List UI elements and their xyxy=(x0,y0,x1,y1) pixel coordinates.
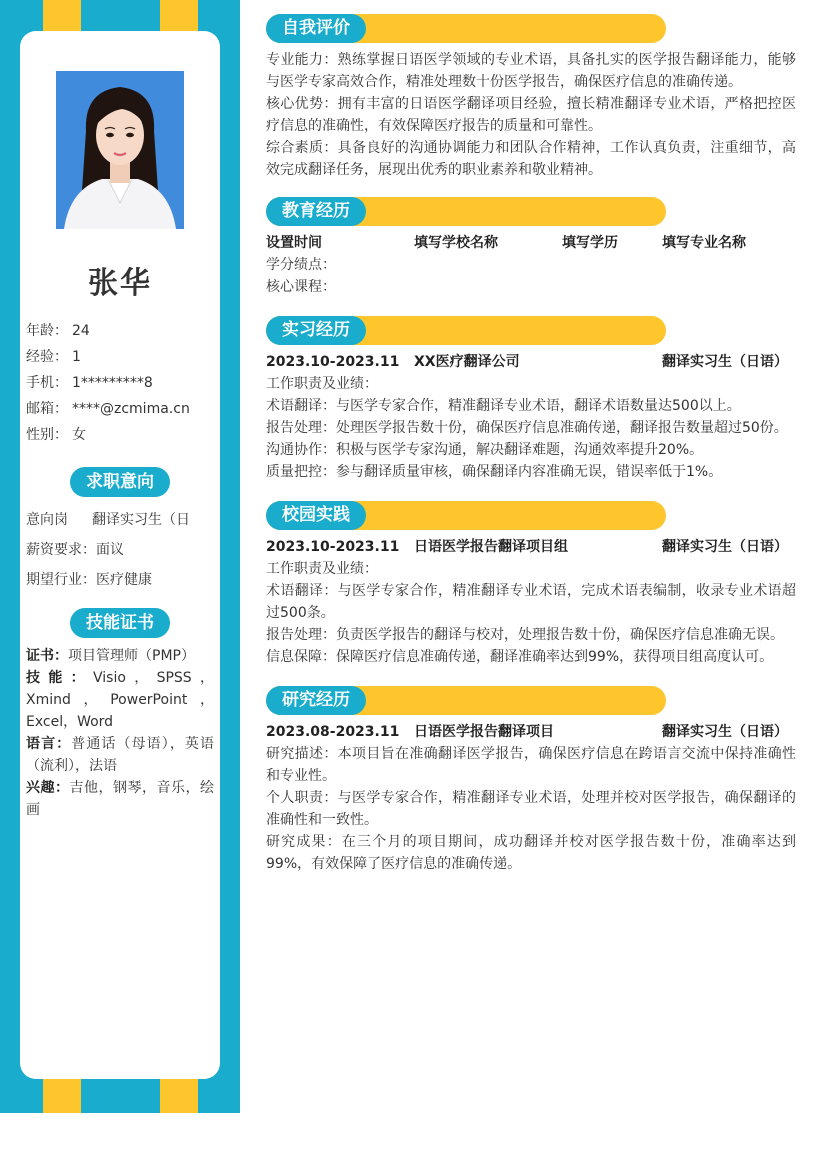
info-row-age xyxy=(26,320,216,346)
research-line: 个人职责：与医学专家合作，精准翻译专业术语，处理并校对医学报告，确保翻译的准确性和一致性。 xyxy=(266,790,796,828)
intent-label: 薪资要求： xyxy=(26,542,96,558)
info-value: ****@zcmima.cn xyxy=(72,401,190,417)
intent-label: 意向岗 xyxy=(26,512,68,528)
section-title: 校园实践 xyxy=(266,501,366,530)
skill-label: 兴趣： xyxy=(26,780,70,796)
skill-label: 证书： xyxy=(26,648,68,664)
basic-info-list xyxy=(26,320,216,450)
info-row-email xyxy=(26,398,216,424)
info-value: 女 xyxy=(72,427,86,443)
campus-line: 报告处理：负责医学报告的翻译与校对，处理报告数十份，确保医疗信息准确无误。 xyxy=(266,627,784,643)
education-entry-header xyxy=(266,232,796,254)
intent-label: 期望行业： xyxy=(26,572,96,588)
info-row-phone xyxy=(26,372,216,398)
info-label: 年龄： xyxy=(26,323,68,339)
section-internship xyxy=(266,316,796,483)
profile-photo xyxy=(56,71,184,229)
intent-value: 医疗健康 xyxy=(96,572,152,588)
education-school: 填写学校名称 xyxy=(414,235,498,251)
skill-value: Visio，SPSS，Xmind，PowerPoint，Excel，Word xyxy=(26,670,215,730)
intent-salary xyxy=(26,538,220,568)
internship-line: 工作职责及业绩： xyxy=(266,376,378,392)
internship-org: XX医疗翻译公司 xyxy=(414,354,520,370)
education-major: 填写专业名称 xyxy=(662,235,746,251)
section-title: 实习经历 xyxy=(266,316,366,345)
info-row-experience xyxy=(26,346,216,372)
section-header xyxy=(266,686,796,715)
campus-line: 信息保障：保障医疗信息准确传递，翻译准确率达到99%，获得项目组高度认可。 xyxy=(266,649,774,665)
section-header xyxy=(266,501,796,530)
internship-role: 翻译实习生（日语） xyxy=(662,354,788,370)
decor-stripe xyxy=(43,0,81,31)
education-time: 设置时间 xyxy=(266,235,322,251)
intent-value: 面议 xyxy=(96,542,124,558)
self-eval-paragraph: 综合素质：具备良好的沟通协调能力和团队合作精神，工作认真负责，注重细节，高效完成翻译任务，展现出优秀的职业素养和敬业精神。 xyxy=(266,140,796,178)
decor-stripe xyxy=(160,1079,198,1113)
internship-entry-header xyxy=(266,351,796,373)
section-self-evaluation xyxy=(266,14,796,181)
skill-item-tools xyxy=(26,667,214,733)
self-eval-paragraph: 专业能力：熟练掌握日语医学领域的专业术语，具备扎实的医学报告翻译能力，能够与医学专家高效合作，精准处理数十份医学报告，确保医疗信息的准确传递。 xyxy=(266,52,796,90)
skill-item-interests xyxy=(26,777,214,821)
section-heading-intent: 求职意向 xyxy=(70,467,170,497)
research-org: 日语医学报告翻译项目 xyxy=(414,724,554,740)
self-eval-paragraph: 核心优势：拥有丰富的日语医学翻译项目经验，擅长精准翻译专业术语，严格把控医疗信息的准确性，有效保障医疗报告的质量和可靠性。 xyxy=(266,96,796,134)
education-courses: 核心课程： xyxy=(266,279,336,295)
section-header xyxy=(266,14,796,43)
info-label: 性别： xyxy=(26,427,68,443)
campus-org: 日语医学报告翻译项目组 xyxy=(414,539,568,555)
campus-line: 工作职责及业绩： xyxy=(266,561,378,577)
info-label: 手机： xyxy=(26,375,68,391)
section-title: 教育经历 xyxy=(266,197,366,226)
internship-line: 沟通协作：积极与医学专家沟通，解决翻译难题，沟通效率提升20%。 xyxy=(266,442,704,458)
research-line: 研究成果：在三个月的项目期间，成功翻译并校对医学报告数十份，准确率达到99%，有效保障了医疗信息的准确传递。 xyxy=(266,834,796,872)
section-header xyxy=(266,197,796,226)
internship-line: 报告处理：处理医学报告数十份，确保医疗信息准确传递，翻译报告数量超过50份。 xyxy=(266,420,788,436)
skills-list xyxy=(26,645,214,821)
section-campus-practice xyxy=(266,501,796,668)
internship-line: 质量把控：参与翻译质量审核，确保翻译内容准确无误，错误率低于1%。 xyxy=(266,464,723,480)
info-value: 1 xyxy=(72,349,81,365)
research-time: 2023.08-2023.11 xyxy=(266,724,400,740)
info-value: 24 xyxy=(72,323,90,339)
decor-stripe xyxy=(160,0,198,31)
intent-industry xyxy=(26,568,220,598)
decor-stripe xyxy=(43,1079,81,1113)
skill-value: 项目管理师（PMP） xyxy=(68,648,195,664)
section-header xyxy=(266,316,796,345)
research-role: 翻译实习生（日语） xyxy=(662,724,788,740)
research-line: 研究描述：本项目旨在准确翻译医学报告，确保医疗信息在跨语言交流中保持准确性和专业性。 xyxy=(266,746,796,784)
skill-label: 语言： xyxy=(26,736,72,752)
info-row-gender xyxy=(26,424,216,450)
research-entry-header xyxy=(266,721,796,743)
job-intent xyxy=(26,508,220,598)
section-title: 研究经历 xyxy=(266,686,366,715)
campus-line: 术语翻译：与医学专家合作，精准翻译专业术语，完成术语表编制，收录专业术语超过500条。 xyxy=(266,583,796,621)
education-degree: 填写学历 xyxy=(562,235,618,251)
campus-time: 2023.10-2023.11 xyxy=(266,539,400,555)
internship-line: 术语翻译：与医学专家合作，精准翻译专业术语，翻译术语数量达500以上。 xyxy=(266,398,741,414)
campus-entry-header xyxy=(266,536,796,558)
campus-role: 翻译实习生（日语） xyxy=(662,539,788,555)
intent-position xyxy=(26,508,220,538)
intent-value: 翻译实习生（日 xyxy=(92,512,190,528)
section-education xyxy=(266,197,796,298)
info-label: 邮箱： xyxy=(26,401,68,417)
info-label: 经验： xyxy=(26,349,68,365)
section-research xyxy=(266,686,796,875)
info-value: 1*********8 xyxy=(72,375,153,391)
section-heading-skills: 技能证书 xyxy=(70,608,170,638)
section-title: 自我评价 xyxy=(266,14,366,43)
skill-item-languages xyxy=(26,733,214,777)
skill-item-certificate xyxy=(26,645,214,667)
internship-time: 2023.10-2023.11 xyxy=(266,354,400,370)
skill-label: 技能： xyxy=(26,670,93,686)
skill-value: 普通话（母语），英语（流利），法语 xyxy=(26,736,214,774)
profile-name: 张华 xyxy=(88,266,152,301)
skill-value: 吉他，钢琴，音乐，绘画 xyxy=(26,780,214,818)
education-gpa: 学分绩点： xyxy=(266,257,336,273)
